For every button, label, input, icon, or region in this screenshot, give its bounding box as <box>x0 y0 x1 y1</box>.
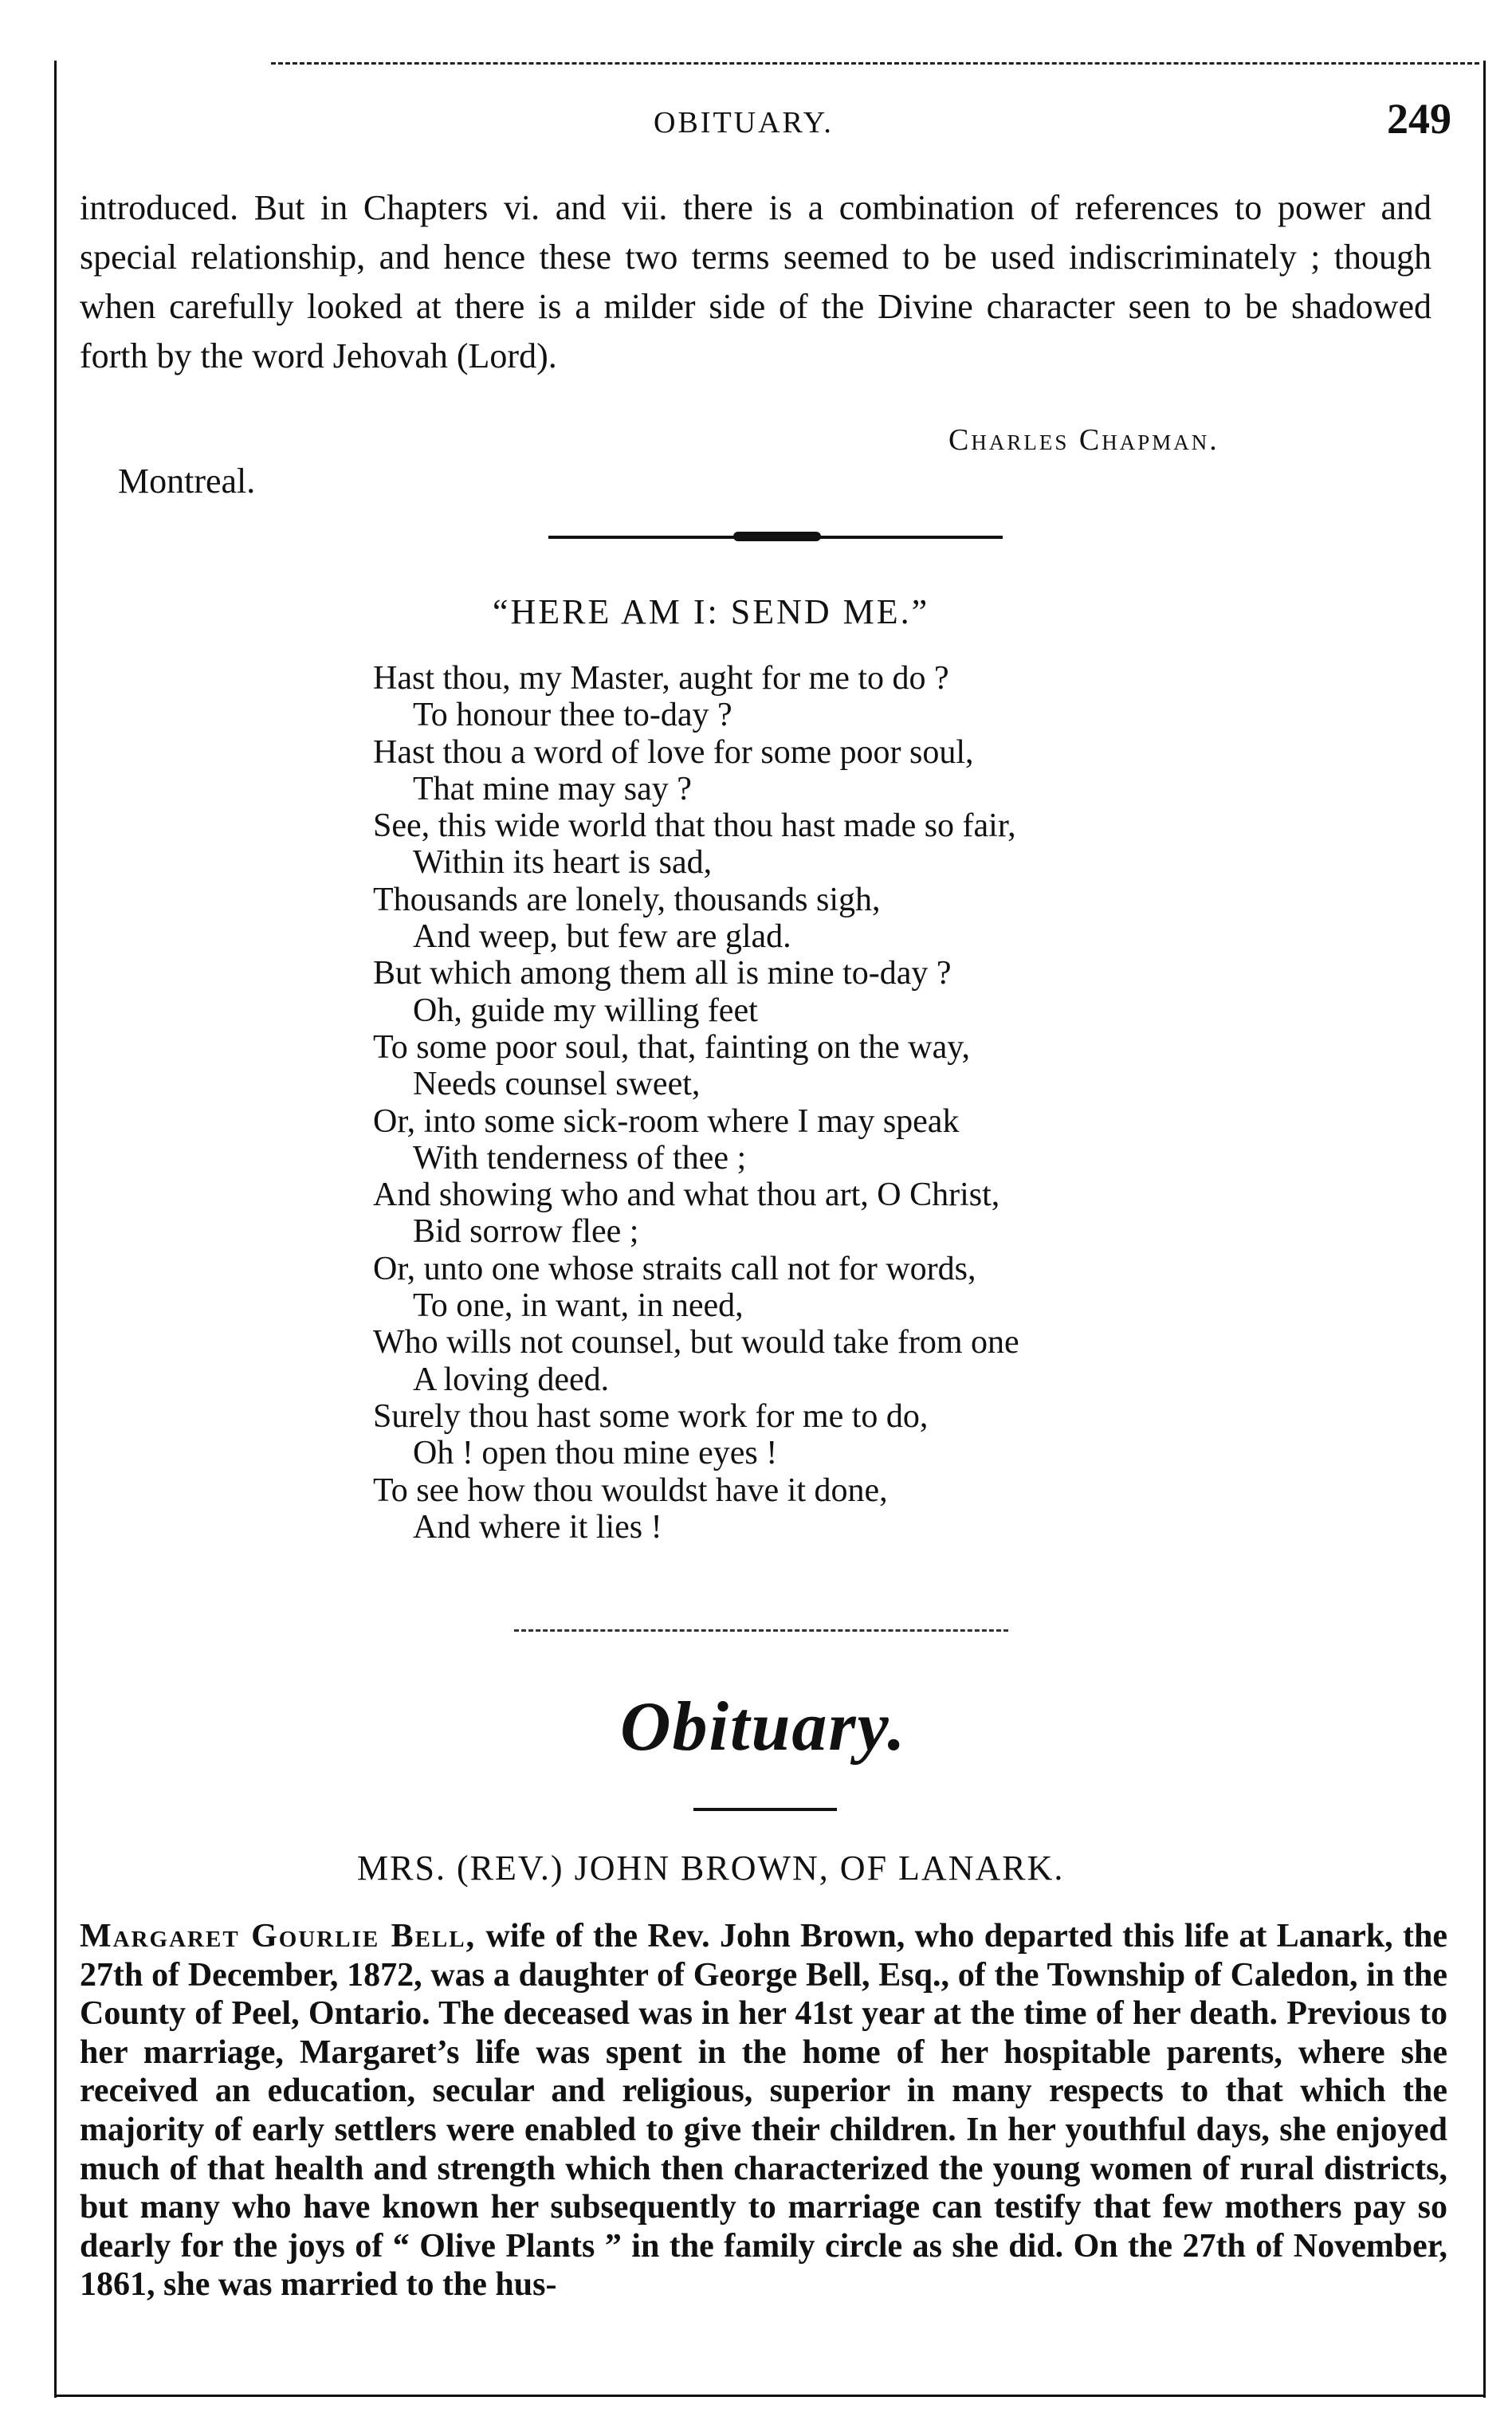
poem-line: Hast thou, my Master, aught for me to do ? <box>373 660 949 697</box>
poem-line: Needs counsel sweet, <box>413 1066 701 1103</box>
obituary-heading: MRS. (REV.) JOHN BROWN, OF LANARK. <box>357 1849 1065 1888</box>
poem-line: Oh ! open thou mine eyes ! <box>413 1435 778 1472</box>
poem-line: But which among them all is mine to-day ? <box>373 955 952 992</box>
poem-line: To honour thee to-day ? <box>413 697 732 734</box>
section-title: Obituary. <box>620 1688 907 1766</box>
dashed-divider <box>514 1629 1008 1632</box>
bottom-rule <box>54 2395 1483 2397</box>
divider-ornament <box>733 532 821 541</box>
article-continuation <box>80 183 1431 381</box>
running-title: OBITUARY. <box>654 106 834 139</box>
paragraph: introduced. But in Chapters vi. and vii. there is a combination of references to power and special relationship, and hence these two terms seemed to be used indiscriminately ; though when carefully looked at there is a milder side of the Divine character seen to be shadowed forth by the word Jehovah (Lord). <box>80 188 1431 375</box>
poem-line: Surely thou hast some work for me to do, <box>373 1397 929 1435</box>
obituary-paragraph <box>80 1917 1447 2304</box>
poem-line: Or, into some sick-room where I may speak <box>373 1102 960 1140</box>
poem-line: To some poor soul, that, fainting on the way, <box>373 1028 971 1066</box>
author-signature: Charles Chapman. <box>948 423 1219 457</box>
poem-line: With tenderness of thee ; <box>413 1139 747 1177</box>
poem-line: Within its heart is sad, <box>413 844 713 882</box>
poem-line: That mine may say ? <box>413 770 692 807</box>
poem-line: See, this wide world that thou hast made so fair, <box>373 807 1016 845</box>
poem-line: Thousands are lonely, thousands sigh, <box>373 881 881 918</box>
poem-body <box>373 660 1019 1546</box>
poem-line: And weep, but few are glad. <box>413 918 791 956</box>
poem-line: Bid sorrow flee ; <box>413 1213 639 1251</box>
short-divider <box>693 1808 837 1811</box>
poem-line: Oh, guide my willing feet <box>413 992 758 1029</box>
poem-line: And showing who and what thou art, O Christ, <box>373 1177 1000 1214</box>
poem-title: “HERE AM I: SEND ME.” <box>493 592 930 631</box>
place-line: Montreal. <box>118 462 256 501</box>
page-number: 249 <box>1387 95 1451 143</box>
poem-line: Or, unto one whose straits call not for words, <box>373 1250 976 1287</box>
poem-line: To one, in want, in need, <box>413 1287 744 1325</box>
poem-line: And where it lies ! <box>413 1508 662 1546</box>
obituary-text: wife of the Rev. John Brown, who departed this life at Lanark, the 27th of December, 1872, was a daughter of George Bell, Esq., of the Township of Caledon, in the County of Peel, Ontario. The deceased was in her 41st year at the time of her death. Previous to her marriage, Margaret’s life was spent in the home of her hospitable parents, where she received an education, secular and religious, superior in many respects to that which the majority of early settlers were enabled to give their children. In her youthful days, she enjoyed much of that health and strength which then characterized the young women of rural districts, but many who have known her subsequently to marriage can testify that few mothers pay so dearly for the joys of “ Olive Plants ” in the family circle as she did. On the 27th of November, 1861, she was married to the hus- <box>80 1918 1447 2304</box>
poem-line: Hast thou a word of love for some poor soul, <box>373 733 974 771</box>
lead-name: Margaret Gourlie Bell, <box>80 1918 477 1955</box>
top-rule <box>271 62 1479 65</box>
poem-line: To see how thou wouldst have it done, <box>373 1471 888 1509</box>
poem-line: A loving deed. <box>413 1361 610 1398</box>
poem-line: Who wills not counsel, but would take from one <box>373 1324 1019 1361</box>
